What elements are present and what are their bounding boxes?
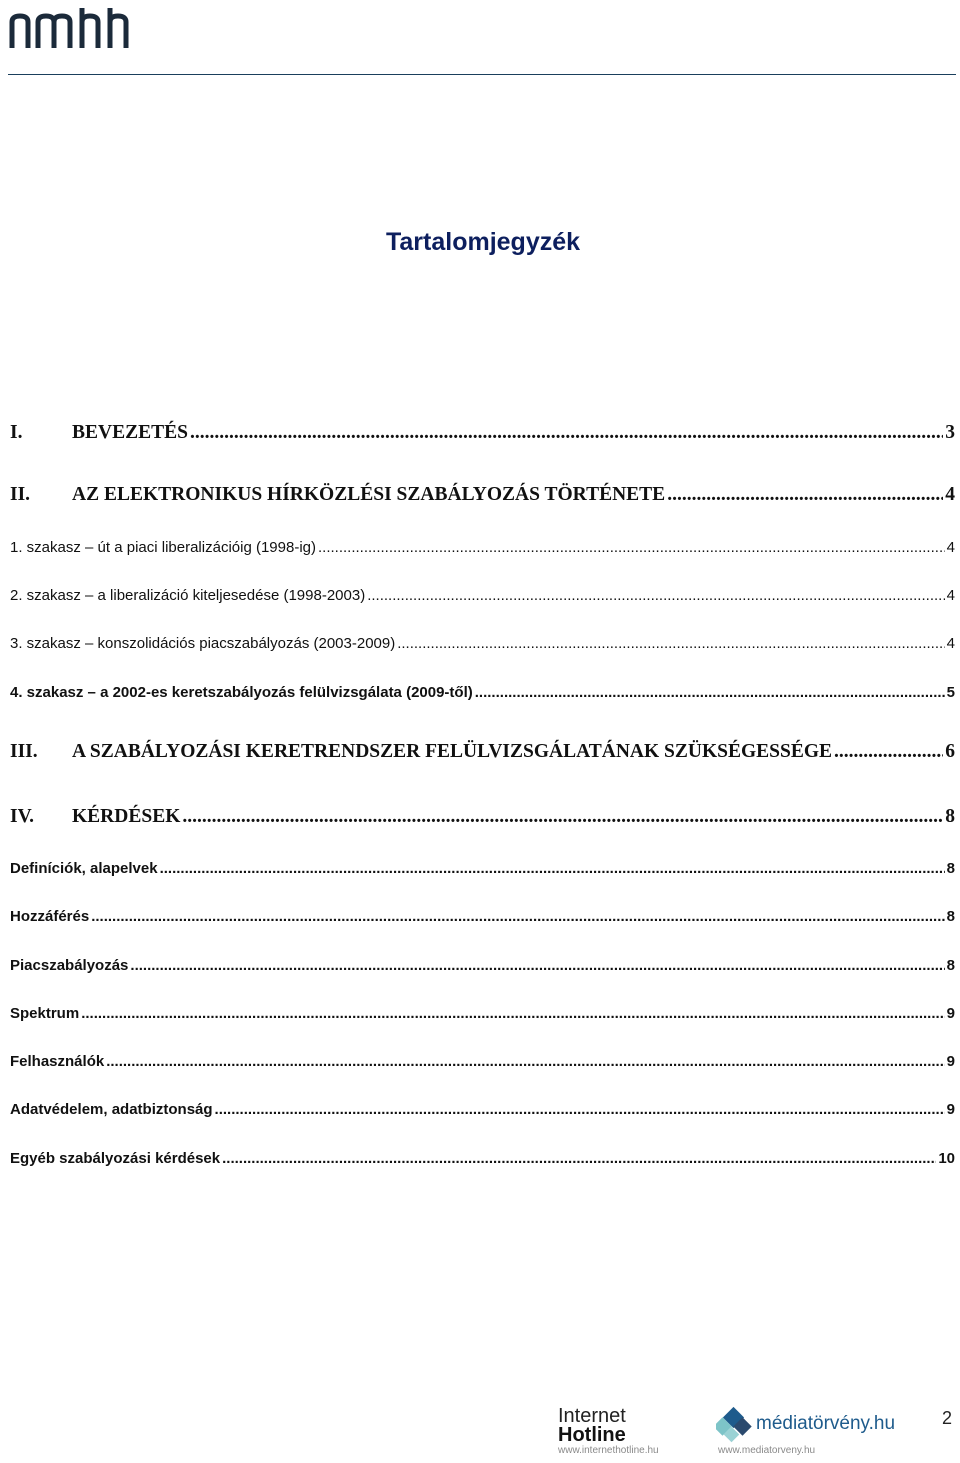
toc-number: I.: [10, 422, 23, 443]
toc-label: Hozzáférés: [10, 908, 90, 925]
dot-leader: [475, 684, 945, 701]
toc-label: Adatvédelem, adatbiztonság: [10, 1101, 213, 1118]
page-number: 2: [941, 1408, 952, 1428]
toc-number: II.: [10, 484, 31, 505]
toc-label: 1. szakasz – út a piaci liberalizációig (1998-ig): [10, 539, 316, 556]
toc-page: 3: [945, 422, 955, 443]
toc-entry-spektrum[interactable]: [10, 1005, 955, 1022]
toc-label: AZ ELEKTRONIKUS HÍRKÖZLÉSI SZABÁLYOZÁS TÖRTÉNETE: [72, 484, 666, 505]
toc-page: 5: [946, 684, 955, 701]
toc-page: 10: [938, 1150, 955, 1167]
mt-url: www.mediatorveny.hu: [718, 1445, 816, 1456]
header-rule: [8, 74, 956, 75]
toc-page: 9: [946, 1005, 955, 1022]
toc-label: 4. szakasz – a 2002-es keretszabályozás felülvizsgálata (2009-től): [10, 684, 473, 701]
toc-page: 4: [946, 587, 955, 604]
dot-leader: [106, 1053, 944, 1070]
dot-leader: [367, 587, 944, 604]
toc-page: 6: [945, 741, 955, 762]
dot-leader: [160, 860, 945, 877]
toc-entry-szakasz-4[interactable]: [10, 684, 955, 701]
toc-entry-szakasz-2[interactable]: [10, 587, 955, 604]
toc-entry-bevezetes[interactable]: [10, 422, 955, 444]
toc-entry-szakasz-1[interactable]: [10, 539, 955, 556]
ih-line1: Internet: [558, 1405, 626, 1427]
dot-leader: [182, 806, 943, 828]
dot-leader: [190, 422, 943, 444]
toc-entry-szakasz-3[interactable]: [10, 635, 955, 652]
internet-hotline-logo: [556, 1402, 696, 1463]
dot-leader: [91, 908, 944, 925]
dot-leader: [667, 484, 943, 506]
dot-leader: [397, 635, 944, 652]
toc-page: 9: [946, 1053, 955, 1070]
toc-entry-felhasznalok[interactable]: [10, 1053, 955, 1070]
toc-entry-kerdesek[interactable]: [10, 806, 955, 828]
dot-leader: [222, 1150, 936, 1167]
toc-label: 3. szakasz – konszolidációs piacszabályozás (2003-2009): [10, 635, 396, 652]
toc-label: Spektrum: [10, 1005, 80, 1022]
toc-title: Tartalomjegyzék: [385, 228, 581, 256]
dot-leader: [130, 957, 944, 974]
dot-leader: [81, 1005, 944, 1022]
dot-leader: [215, 1101, 945, 1118]
toc-entry-egyeb[interactable]: [10, 1150, 955, 1167]
toc-page: 8: [946, 957, 955, 974]
toc-label: Definíciók, alapelvek: [10, 860, 158, 877]
toc-number: III.: [10, 741, 38, 762]
mt-name: médiatörvény.hu: [756, 1413, 896, 1434]
nmhh-logo: [8, 4, 130, 57]
toc-page: 8: [946, 908, 955, 925]
toc-page: 8: [945, 806, 955, 827]
toc-entry-hozzaferes[interactable]: [10, 908, 955, 925]
dot-leader: [834, 741, 943, 763]
mediatorveny-logo: [716, 1402, 896, 1463]
toc-page: 8: [946, 860, 955, 877]
toc-page: 4: [945, 484, 955, 505]
toc-label: Piacszabályozás: [10, 957, 129, 974]
toc-label: 2. szakasz – a liberalizáció kiteljesedése (1998-2003): [10, 587, 366, 604]
toc-entry-tortenet[interactable]: [10, 484, 955, 506]
toc-entry-keretrendszer[interactable]: [10, 741, 955, 763]
toc-label: KÉRDÉSEK: [72, 806, 181, 827]
toc-entry-piacszabalyozas[interactable]: [10, 957, 955, 974]
ih-url: www.internethotline.hu: [558, 1445, 659, 1456]
toc-label: Felhasználók: [10, 1053, 105, 1070]
toc-page: 9: [946, 1101, 955, 1118]
toc-page: 4: [946, 539, 955, 556]
toc-number: IV.: [10, 806, 35, 827]
toc-label: Egyéb szabályozási kérdések: [10, 1150, 221, 1167]
toc-entry-definiciok[interactable]: [10, 860, 955, 877]
toc-entry-adatvedelem[interactable]: [10, 1101, 955, 1118]
toc-label: A SZABÁLYOZÁSI KERETRENDSZER FELÜLVIZSGÁLATÁNAK SZÜKSÉGESSÉGE: [72, 741, 833, 762]
dot-leader: [318, 539, 945, 556]
ih-line2: Hotline: [558, 1424, 626, 1446]
toc-label: BEVEZETÉS: [72, 422, 188, 443]
toc-page: 4: [946, 635, 955, 652]
diamond-icon: [716, 1407, 752, 1442]
